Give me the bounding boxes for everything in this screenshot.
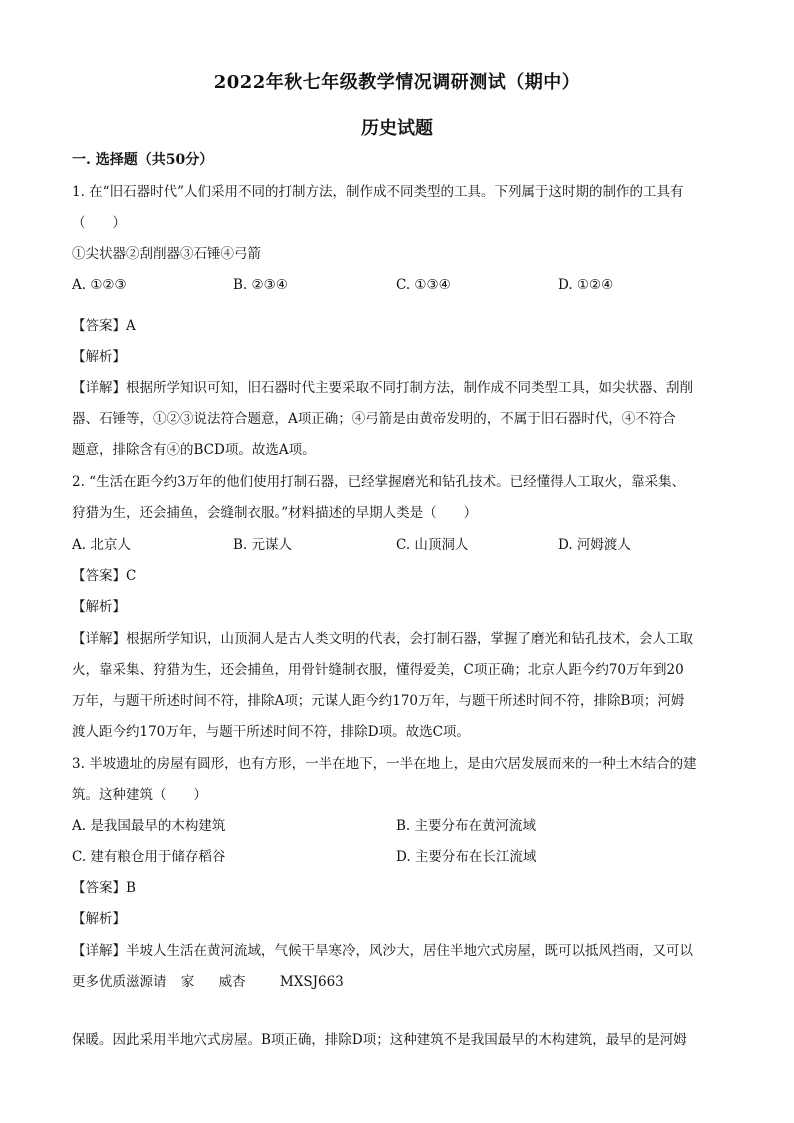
q1-detail-line2: 器、石锤等，①②③说法符合题意，A项正确；④弓箭是由黄帝发明的，不属于旧石器时代，④不符合 [72,411,676,427]
q1-option-d: D. ①②④ [558,277,614,293]
q3-detail-line2-text: 更多优质滋源请 [72,974,167,990]
q3-answer: 【答案】B [72,880,136,896]
q3-stem-line1: 3. 半坡遗址的房屋有圆形，也有方形，一半在地下，一半在地上，是由穴居发展而来的一种土木结合的建 [72,756,697,772]
q2-stem-line2: 狩猎为生，还会捕鱼，会缝制衣服。”材料描述的早期人类是（ ） [72,505,478,521]
page-title: 2022年秋七年级教学情况调研测试（期中） [213,72,581,93]
q2-answer: 【答案】C [72,568,137,584]
q1-option-c: C. ①③④ [396,277,451,293]
q2-option-b: B. 元谋人 [233,537,293,553]
q1-detail-line3: 题意，排除含有④的BCD项。故选A项。 [72,442,316,458]
watermark-text-1: 家 [180,974,195,990]
q3-analysis-label: 【解析】 [72,911,126,927]
q1-answer: 【答案】A [72,318,136,334]
q2-analysis-label: 【解析】 [72,599,126,615]
q3-detail-line3: 保暖。因此采用半地穴式房屋。B项正确，排除D项；这种建筑不是我国最早的木构建筑，最早的是河姆 [72,1032,687,1048]
page-subtitle: 历史试题 [361,118,433,139]
q2-detail-line3: 万年，与题干所述时间不符，排除A项；元谋人距今约170万年，与题干所述时间不符，排除B项；河姆 [72,693,685,709]
q2-option-d: D. 河姆渡人 [558,537,631,553]
q1-option-a: A. ①②③ [72,277,127,293]
q3-option-c: C. 建有粮仓用于储存稻谷 [72,849,226,865]
q3-detail-line1: 【详解】半坡人生活在黄河流域，气候干旱寒冷，风沙大，居住半地穴式房屋，既可以抵风挡雨，又可以 [72,943,693,959]
watermark-text-2: 威杏 [218,974,246,990]
q2-option-a: A. 北京人 [72,537,131,553]
watermark-code: MXSJ663 [279,974,344,990]
q3-option-a: A. 是我国最早的木构建筑 [72,818,226,834]
q1-stem-line2: （ ） [72,215,126,231]
q1-detail-line1: 【详解】根据所学知识可知，旧石器时代主要采取不同打制方法，制作成不同类型工具，如尖状器、刮削 [72,380,693,396]
q2-detail-line1: 【详解】根据所学知识，山顶洞人是古人类文明的代表，会打制石器，掌握了磨光和钻孔技术，会人工取 [72,631,693,647]
q3-detail-line2 [72,972,344,992]
q3-option-b: B. 主要分布在黄河流域 [396,818,537,834]
q3-option-d: D. 主要分布在长江流域 [396,849,537,865]
q2-stem-line1: 2. “生活在距今约3万年的他们使用打制石器，已经掌握磨光和钻孔技术。已经懂得人工取火，靠采集、 [72,474,686,490]
q2-detail-line4: 渡人距今约170万年，与题干所述时间不符，排除D项。故选C项。 [72,724,470,740]
q1-option-b: B. ②③④ [233,277,288,293]
q2-detail-line2: 火，靠采集、狩猎为生，还会捕鱼，用骨针缝制衣服，懂得爱美，C项正确；北京人距今约70万年到20 [72,662,684,678]
section-heading: 一. 选择题（共50分） [72,152,214,168]
q1-stem-line1: 1. 在“旧石器时代”人们采用不同的打制方法，制作成不同类型的工具。下列属于这时期的制作的工具有 [72,184,684,200]
q3-stem-line2: 筑。这种建筑（ ） [72,787,207,803]
q1-items: ①尖状器②刮削器③石锤④弓箭 [72,246,261,262]
q2-option-c: C. 山顶洞人 [396,537,469,553]
q1-analysis-label: 【解析】 [72,349,126,365]
